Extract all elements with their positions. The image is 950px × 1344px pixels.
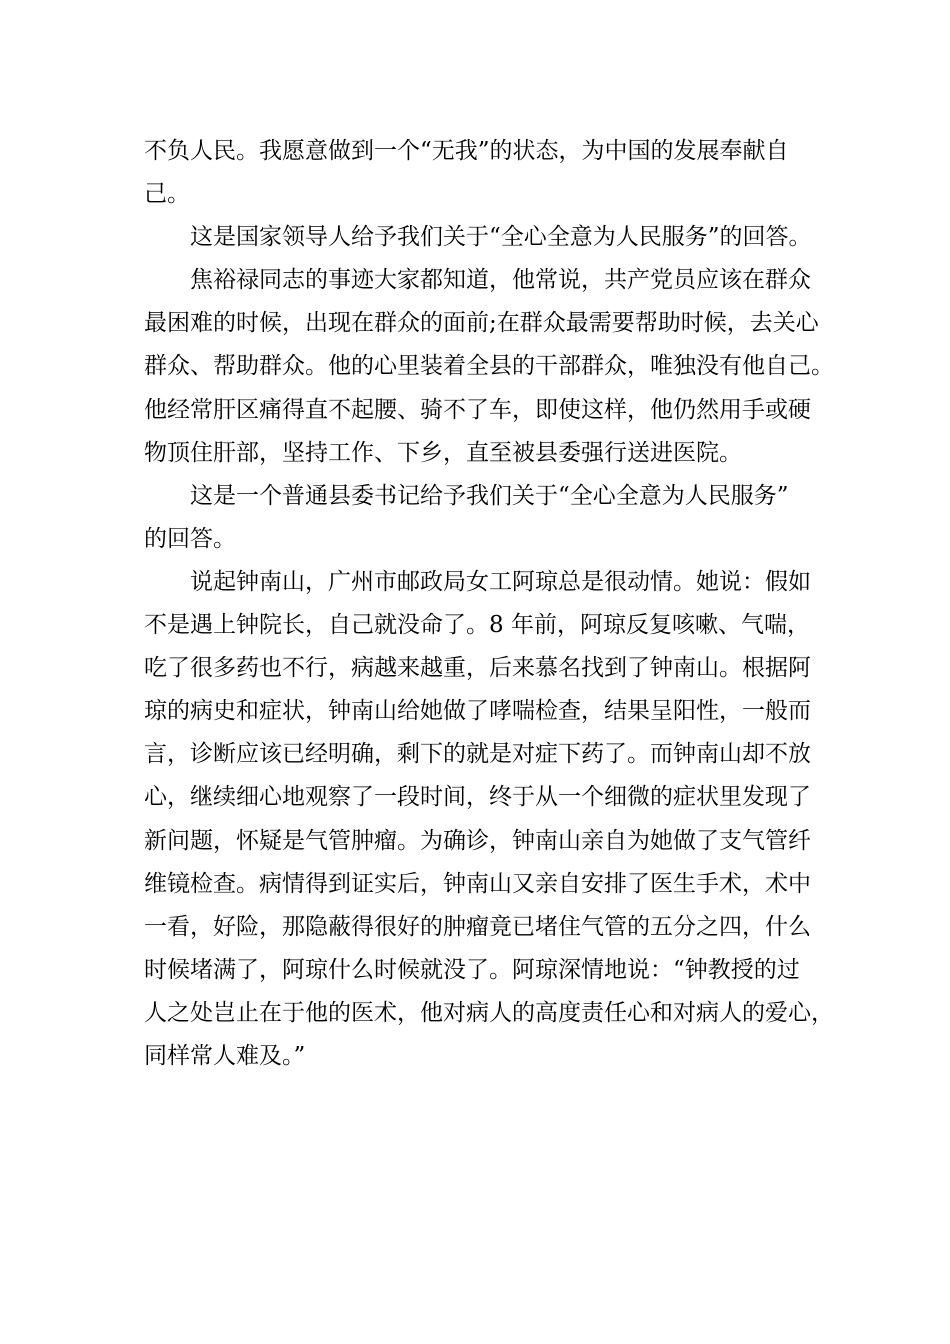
document-body (144, 130, 834, 1078)
text-line: 心，继续细心地观察了一段时间，终于从一个细微的症状里发现了 (144, 784, 811, 811)
text-line: 言，诊断应该已经明确，剩下的就是对症下药了。而钟南山却不放 (144, 741, 811, 768)
text-line: 的回答。 (144, 525, 236, 552)
text-line: 时候堵满了，阿琼什么时候就没了。阿琼深情地说：“钟教授的过 (144, 956, 800, 983)
text-line: 同样常人难及。” (144, 1042, 306, 1069)
text-line: 说起钟南山，广州市邮政局女工阿琼总是很动情。她说：假如 (190, 568, 811, 595)
text-line: 己。 (144, 181, 190, 208)
text-line: 物顶住肝部，坚持工作、下乡，直至被县委强行送进医院。 (144, 439, 742, 466)
text-line: 最困难的时候，出现在群众的面前;在群众最需要帮助时候，去关心 (144, 310, 819, 337)
text-line: 焦裕禄同志的事迹大家都知道，他常说，共产党员应该在群众 (190, 267, 811, 294)
text-line: 人之处岂止在于他的医术，他对病人的高度责任心和对病人的爱心， (144, 999, 834, 1026)
text-line: 不是遇上钟院长，自己就没命了。8 年前，阿琼反复咳嗽、气喘， (144, 612, 810, 639)
text-line: 他经常肝区痛得直不起腰、骑不了车，即使这样，他仍然用手或硬 (144, 396, 811, 423)
text-line: 不负人民。我愿意做到一个“无我”的状态，为中国的发展奉献自 (144, 138, 789, 164)
text-line: 一看，好险，那隐蔽得很好的肿瘤竟已堵住气管的五分之四，什么 (144, 913, 811, 940)
text-line: 吃了很多药也不行，病越来越重，后来慕名找到了钟南山。根据阿 (144, 655, 811, 682)
text-line: 琼的病史和症状，钟南山给她做了哮喘检查，结果呈阳性，一般而 (144, 698, 811, 725)
text-line: 这是国家领导人给予我们关于“全心全意为人民服务”的回答。 (190, 224, 812, 251)
text-line: 这是一个普通县委书记给予我们关于“全心全意为人民服务” (190, 482, 789, 509)
text-line: 维镜检查。病情得到证实后，钟南山又亲自安排了医生手术，术中 (144, 870, 811, 897)
text-line: 新问题，怀疑是气管肿瘤。为确诊，钟南山亲自为她做了支气管纤 (144, 827, 811, 854)
text-line: 群众、帮助群众。他的心里装着全县的干部群众，唯独没有他自己。 (144, 353, 834, 380)
